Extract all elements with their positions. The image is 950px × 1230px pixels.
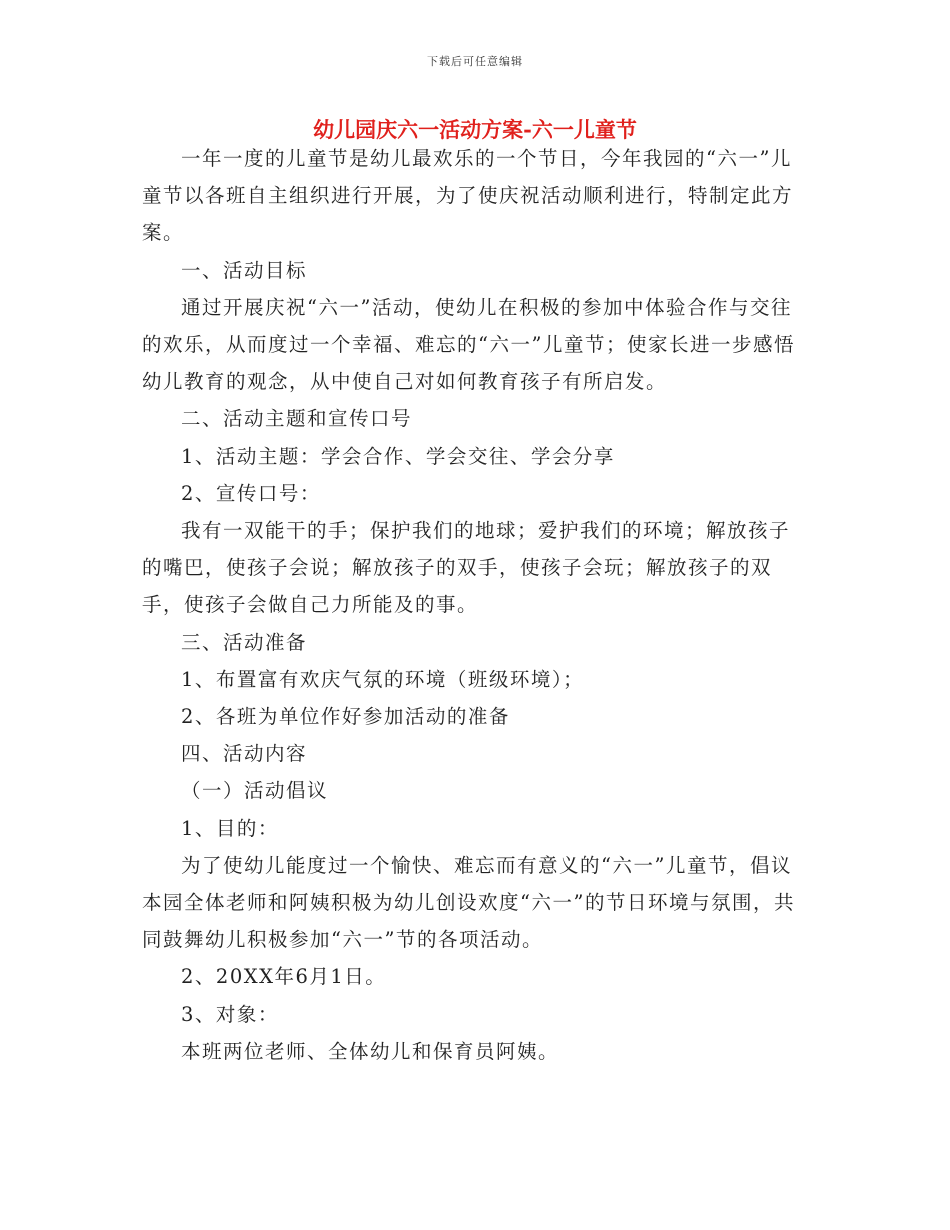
section-heading-preparation: 三、活动准备 <box>181 630 308 654</box>
header-note: 下载后可任意编辑 <box>427 55 523 68</box>
subsection-heading-proposal: （一）活动倡议 <box>181 779 329 803</box>
section-heading-theme: 二、活动主题和宣传口号 <box>181 407 413 431</box>
preparation-item-1: 1、布置富有欢庆气氛的环境（班级环境）； <box>181 667 585 691</box>
document-body <box>142 140 804 1070</box>
audience-paragraph: 本班两位老师、全体幼儿和保育员阿姨。 <box>181 1039 560 1063</box>
theme-item: 1、活动主题：学会合作、学会交往、学会分享 <box>181 444 615 468</box>
goals-paragraph: 通过开展庆祝“六一”活动，使幼儿在积极的参加中体验合作与交往的欢乐，从而度过一个幸福、难忘的“六一”儿童节；使家长进一步感悟幼儿教育的观念，从中使自己对如何教育孩子有所启发。 <box>142 295 795 394</box>
intro-paragraph: 一年一度的儿童节是幼儿最欢乐的一个节日，今年我园的“六一”儿童节以各班自主组织进行开展，为了使庆祝活动顺利进行，特制定此方案。 <box>142 147 794 245</box>
section-heading-content: 四、活动内容 <box>181 742 308 766</box>
preparation-item-2: 2、各班为单位作好参加活动的准备 <box>181 705 510 729</box>
section-heading-goals: 一、活动目标 <box>181 258 308 282</box>
date-item: 2、20XX年6月1日。 <box>181 965 387 989</box>
document-title: 幼儿园庆六一活动方案-六一儿童节 <box>313 117 637 142</box>
slogan-heading: 2、宣传口号： <box>181 481 321 505</box>
audience-heading: 3、对象： <box>181 1002 279 1026</box>
purpose-heading: 1、目的： <box>181 816 279 840</box>
purpose-paragraph: 为了使幼儿能度过一个愉快、难忘而有意义的“六一”儿童节，倡议本园全体老师和阿姨积极为幼儿创设欢度“六一”的节日环境与氛围，共同鼓舞幼儿积极参加“六一”节的各项活动。 <box>142 853 795 952</box>
slogan-paragraph: 我有一双能干的手；保护我们的地球；爱护我们的环境；解放孩子的嘴巴，使孩子会说；解放孩子的双手，使孩子会玩；解放孩子的双手，使孩子会做自己力所能及的事。 <box>142 519 791 617</box>
